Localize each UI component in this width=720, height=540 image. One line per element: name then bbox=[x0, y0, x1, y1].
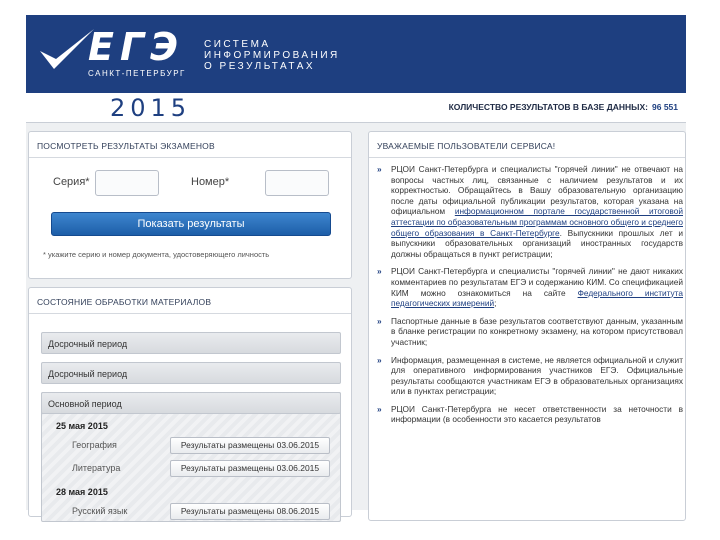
bullet-icon: » bbox=[377, 403, 382, 414]
exam-date: 28 мая 2015 bbox=[56, 487, 108, 497]
subject-name: Русский язык bbox=[72, 506, 128, 516]
db-count-label: КОЛИЧЕСТВО РЕЗУЛЬТАТОВ В БАЗЕ ДАННЫХ: bbox=[448, 102, 648, 112]
result-status-button[interactable]: Результаты размещены 08.06.2015 bbox=[170, 503, 330, 520]
logo-system-line: ИНФОРМИРОВАНИЯ bbox=[204, 50, 340, 61]
exam-date: 25 мая 2015 bbox=[56, 421, 108, 431]
gia-portal-link[interactable]: информационном портале государственной итоговой аттестации по образовательным программам основного общего и среднего общего образования в Санкт-Петербурге bbox=[391, 206, 684, 238]
page-frame bbox=[26, 15, 686, 516]
bullet-icon: » bbox=[377, 266, 382, 277]
notice-text: Паспортные данные в базе результатов соответствуют данным, указанным в бланке регистрации по конкретному экзамену, на котором присутствовал участник; bbox=[391, 315, 683, 347]
subject-name: География bbox=[72, 440, 117, 450]
number-label: Номер* bbox=[191, 176, 230, 188]
document-hint: * укажите серию и номер документа, удостоверяющего личность bbox=[43, 250, 270, 259]
period-main[interactable]: Основной период bbox=[41, 392, 341, 414]
notice-panel bbox=[368, 131, 686, 521]
status-panel-title: СОСТОЯНИЕ ОБРАБОТКИ МАТЕРИАЛОВ bbox=[29, 288, 351, 314]
subject-name: Литература bbox=[72, 463, 121, 473]
period-early-2[interactable]: Досрочный период bbox=[41, 362, 341, 384]
results-panel-title: ПОСМОТРЕТЬ РЕЗУЛЬТАТЫ ЭКЗАМЕНОВ bbox=[29, 132, 351, 158]
result-status-button[interactable]: Результаты размещены 03.06.2015 bbox=[170, 460, 330, 477]
notice-panel-title: УВАЖАЕМЫЕ ПОЛЬЗОВАТЕЛИ СЕРВИСА! bbox=[369, 132, 685, 158]
notice-list bbox=[377, 164, 683, 432]
number-input[interactable] bbox=[265, 170, 329, 196]
series-label: Серия* bbox=[53, 176, 90, 188]
series-input[interactable] bbox=[95, 170, 159, 196]
logo-system-line: О РЕЗУЛЬТАТАХ bbox=[204, 61, 316, 72]
show-results-button[interactable]: Показать результаты bbox=[51, 212, 331, 236]
result-status-button[interactable]: Результаты размещены 03.06.2015 bbox=[170, 437, 330, 454]
notice-item bbox=[377, 404, 683, 425]
notice-text: РЦОИ Санкт-Петербурга и специалисты "горячей линии" не отвечают на вопросы частных лиц, связанные с наличием результатов и их корректностью. Обращайтесь в Вашу образовательную организацию после даты официальной публикации результатов, которая указана на официальном bbox=[391, 164, 683, 217]
notice-item bbox=[377, 266, 683, 308]
year-label: 2015 bbox=[110, 94, 192, 122]
period-early-1[interactable]: Досрочный период bbox=[41, 332, 341, 354]
notice-text: . Выпускники прошлых лет и выпускники образовательных организаций иностранных государств должны обращаться в пункт регистрации; bbox=[391, 227, 684, 259]
year-bar bbox=[26, 93, 686, 123]
logo-system-line: СИСТЕМА bbox=[204, 39, 271, 50]
logo-city: САНКТ-ПЕТЕРБУРГ bbox=[88, 69, 186, 78]
notice-text: Информация, размещенная в системе, не является официальной и служит для оперативного информирования участников ЕГЭ. Официальные результаты сообщаются участникам ЕГЭ в образовательных организациях или в пунктах регистрации; bbox=[391, 354, 683, 397]
site-header bbox=[26, 15, 686, 93]
db-count bbox=[449, 102, 678, 112]
notice-item bbox=[377, 355, 683, 397]
bullet-icon: » bbox=[377, 354, 382, 365]
logo-ege: ЕГЭ bbox=[88, 25, 185, 69]
fipi-link[interactable]: Федерального института педагогических измерений bbox=[391, 287, 683, 309]
notice-item bbox=[377, 316, 683, 348]
status-panel bbox=[28, 287, 352, 517]
db-count-value: 96 551 bbox=[652, 102, 678, 112]
bullet-icon: » bbox=[377, 315, 382, 326]
notice-text: ; bbox=[494, 298, 497, 309]
bullet-icon: » bbox=[377, 164, 382, 174]
notice-text: РЦОИ Санкт-Петербурга не несет ответственности за неточности в информации (в особенности это касается результатов bbox=[391, 403, 683, 425]
notice-text: РЦОИ Санкт-Петербурга и специалисты "горячей линии" не дают никаких комментариев по результатам ЕГЭ и содержанию КИМ. Со спецификацией КИМ можно ознакомиться на сайте bbox=[391, 266, 683, 298]
results-panel bbox=[28, 131, 352, 279]
logo-system-text bbox=[204, 39, 340, 72]
notice-item bbox=[377, 164, 683, 259]
main-period-section bbox=[41, 392, 341, 522]
